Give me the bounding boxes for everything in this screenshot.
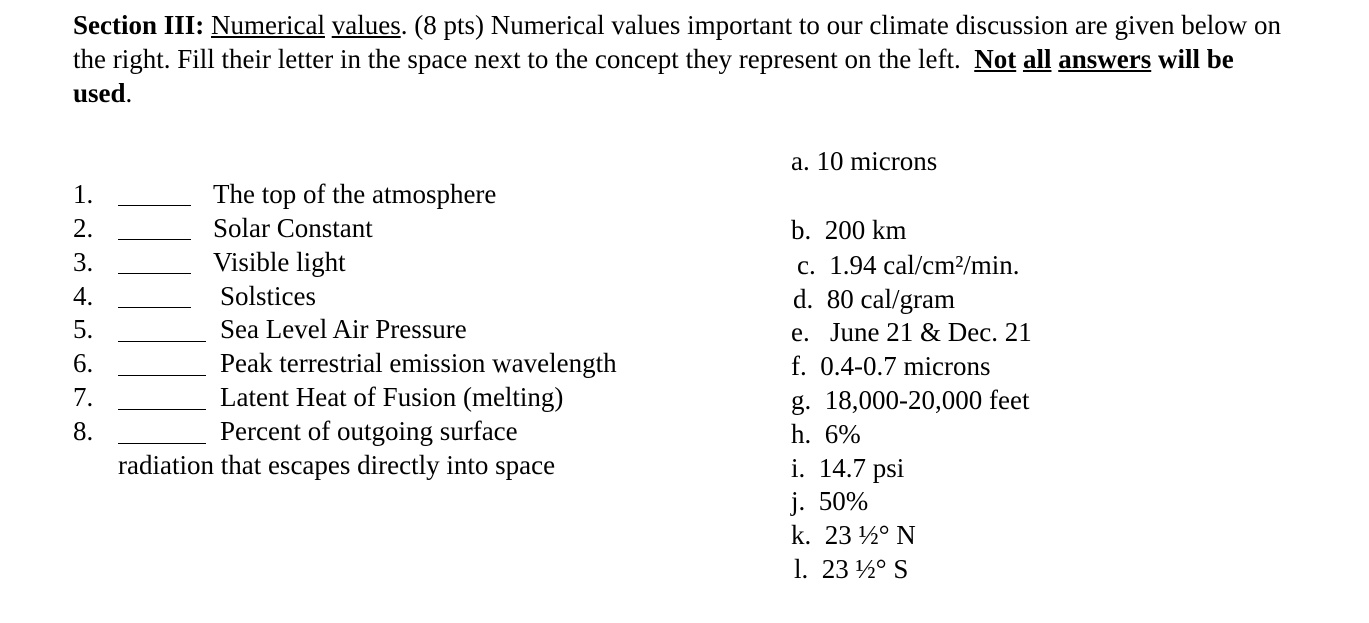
answer-letter: g.	[791, 385, 812, 415]
question-number: 3.	[73, 247, 94, 277]
answer-value: 10 microns	[816, 146, 938, 176]
question-text: Percent of outgoing surface	[220, 416, 518, 446]
answer-letter: i.	[791, 453, 806, 483]
answer-letter: j.	[791, 486, 806, 516]
answer-blank[interactable]	[118, 215, 191, 240]
answer-option	[793, 282, 955, 316]
answer-value: June 21 & Dec. 21	[829, 317, 1032, 347]
answer-letter: h.	[791, 419, 812, 449]
answer-blank[interactable]	[118, 249, 191, 274]
warning-answers: answers	[1058, 44, 1152, 74]
answer-option	[791, 484, 868, 518]
answer-option	[791, 383, 1029, 417]
question-number: 5.	[73, 314, 94, 344]
section-header	[73, 8, 1293, 110]
warning-all: all	[1022, 44, 1052, 74]
answer-option	[791, 213, 907, 247]
question-text: Latent Heat of Fusion (melting)	[220, 382, 564, 412]
answer-letter: b.	[791, 215, 812, 245]
warning-not: Not	[974, 44, 1017, 74]
question-text: Peak terrestrial emission wavelength	[220, 348, 617, 378]
answer-option	[791, 451, 904, 485]
section-instructions: Numerical values important to our climate discussion are given below on the right. Fill their letter in the space next to the concept they represent on the left.	[73, 10, 1281, 74]
answer-letter: e.	[791, 317, 810, 347]
question-text-continuation: radiation that escapes directly into space	[118, 450, 556, 480]
answer-blank[interactable]	[118, 181, 191, 206]
answer-value: 80 cal/gram	[826, 284, 955, 314]
answer-value: 14.7 psi	[818, 453, 905, 483]
answer-value: 1.94 cal/cm²/min.	[829, 250, 1020, 280]
question-number: 6.	[73, 348, 94, 378]
question-number: 7.	[73, 382, 94, 412]
answer-letter: l.	[794, 554, 809, 584]
answer-letter: k.	[791, 520, 812, 550]
answer-blank[interactable]	[118, 385, 206, 410]
question-text: Visible light	[213, 247, 346, 277]
answer-value: 18,000-20,000 feet	[824, 385, 1030, 415]
question-number: 1.	[73, 179, 94, 209]
answer-option	[791, 144, 937, 178]
answer-option	[791, 417, 861, 451]
answer-blank[interactable]	[118, 317, 206, 342]
answer-blank[interactable]	[118, 419, 206, 444]
answer-option	[797, 248, 1020, 282]
answer-letter: d.	[793, 284, 814, 314]
answer-value: 23 ½° S	[821, 554, 909, 584]
question-text: Sea Level Air Pressure	[220, 314, 467, 344]
question-text: The top of the atmosphere	[213, 179, 497, 209]
answer-blank[interactable]	[118, 351, 206, 376]
answer-value: 23 ½° N	[824, 520, 916, 550]
answer-value: 50%	[818, 486, 869, 516]
section-points: . (8 pts)	[400, 10, 484, 40]
section-label: Section III:	[73, 10, 205, 40]
answer-option	[791, 518, 916, 552]
answer-value: 200 km	[824, 215, 907, 245]
answer-option	[791, 315, 1032, 349]
warning-rest: will be used	[73, 44, 1234, 108]
answer-letter: c.	[797, 250, 816, 280]
section-title-2: values	[331, 10, 401, 40]
answer-option	[794, 552, 908, 586]
answer-value: 0.4-0.7 microns	[820, 351, 991, 381]
question-text: Solstices	[220, 281, 317, 311]
answer-value: 6%	[824, 419, 861, 449]
warning-period: .	[125, 78, 133, 108]
question-number: 8.	[73, 416, 94, 446]
answer-letter: a.	[791, 146, 810, 176]
answer-letter: f.	[791, 351, 807, 381]
answer-blank[interactable]	[118, 283, 191, 308]
section-title: Numerical	[211, 10, 325, 40]
question-number: 4.	[73, 281, 94, 311]
answer-option	[791, 349, 990, 383]
question-text: Solar Constant	[213, 213, 373, 243]
question-number: 2.	[73, 213, 94, 243]
